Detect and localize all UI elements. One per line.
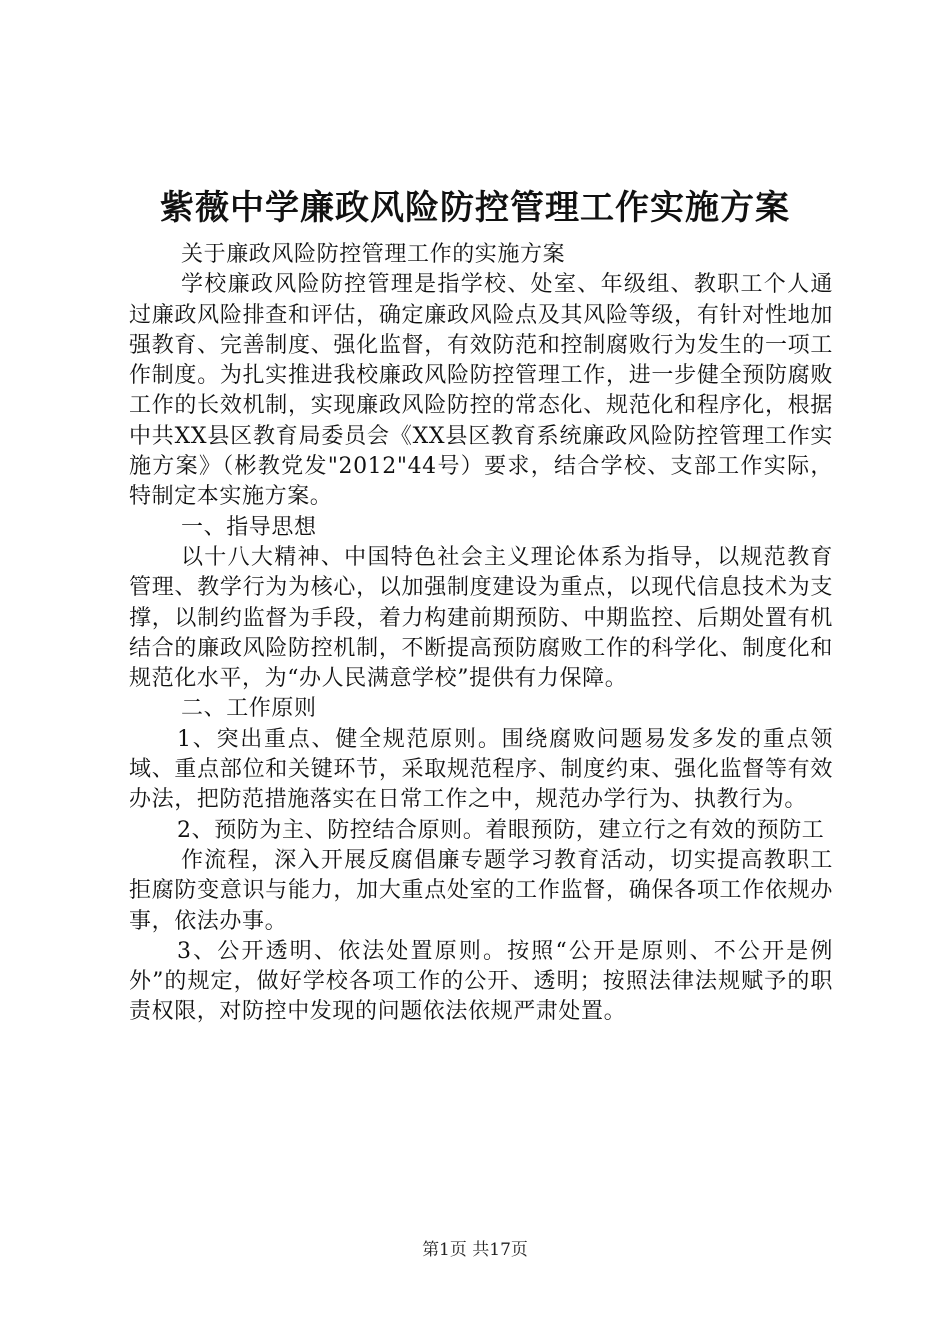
document-title: 紫薇中学廉政风险防控管理工作实施方案 <box>160 188 790 228</box>
page-footer: 第1页 共17页 <box>422 1240 528 1260</box>
paragraph-principle-3: 3、公开透明、依法处置原则。按照“公开是原则、不公开是例外”的规定，做好学校各项工作的公开、透明；按照法律法规赋予的职责权限，对防控中发现的问题依法依规严肃处置。 <box>129 938 833 1025</box>
heading-work-principles: 二、工作原则 <box>181 696 317 722</box>
paragraph-principle-2-continued: 作流程，深入开展反腐倡廉专题学习教育活动，切实提高教职工拒腐防变意识与能力，加大重点处室的工作监督，确保各项工作依规办事，依法办事。 <box>129 847 833 934</box>
paragraph-principle-2: 2、预防为主、防控结合原则。着眼预防，建立行之有效的预防工 <box>177 817 825 843</box>
document-body <box>129 240 833 1028</box>
paragraph-intro: 学校廉政风险防控管理是指学校、处室、年级组、教职工个人通过廉政风险排查和评估，确定廉政风险点及其风险等级，有针对性地加强教育、完善制度、强化监督，有效防范和控制腐败行为发生的一项工作制度。为扎实推进我校廉政风险防控管理工作，进一步健全预防腐败工作的长效机制，实现廉政风险防控的常态化、规范化和程序化，根据中共XX县区教育局委员会《XX县区教育系统廉政风险防控管理工作实施方案》（彬教党发"2012"44号）要求，结合学校、支部工作实际，特制定本实施方案。 <box>129 272 833 510</box>
paragraph-principle-1: 1、突出重点、健全规范原则。围绕腐败问题易发多发的重点领域、重点部位和关键环节，采取规范程序、制度约束、强化监督等有效办法，把防范措施落实在日常工作之中，规范办学行为、执教行为。 <box>129 726 833 813</box>
paragraph-subtitle: 关于廉政风险防控管理工作的实施方案 <box>181 242 566 267</box>
paragraph-guiding-ideology: 以十八大精神、中国特色社会主义理论体系为指导，以规范教育管理、教学行为为核心，以加强制度建设为重点，以现代信息技术为支撑，以制约监督为手段，着力构建前期预防、中期监控、后期处置有机结合的廉政风险防控机制，不断提高预防腐败工作的科学化、制度化和规范化水平，为“办人民满意学校”提供有力保障。 <box>129 544 833 692</box>
heading-guiding-ideology: 一、指导思想 <box>181 514 317 540</box>
